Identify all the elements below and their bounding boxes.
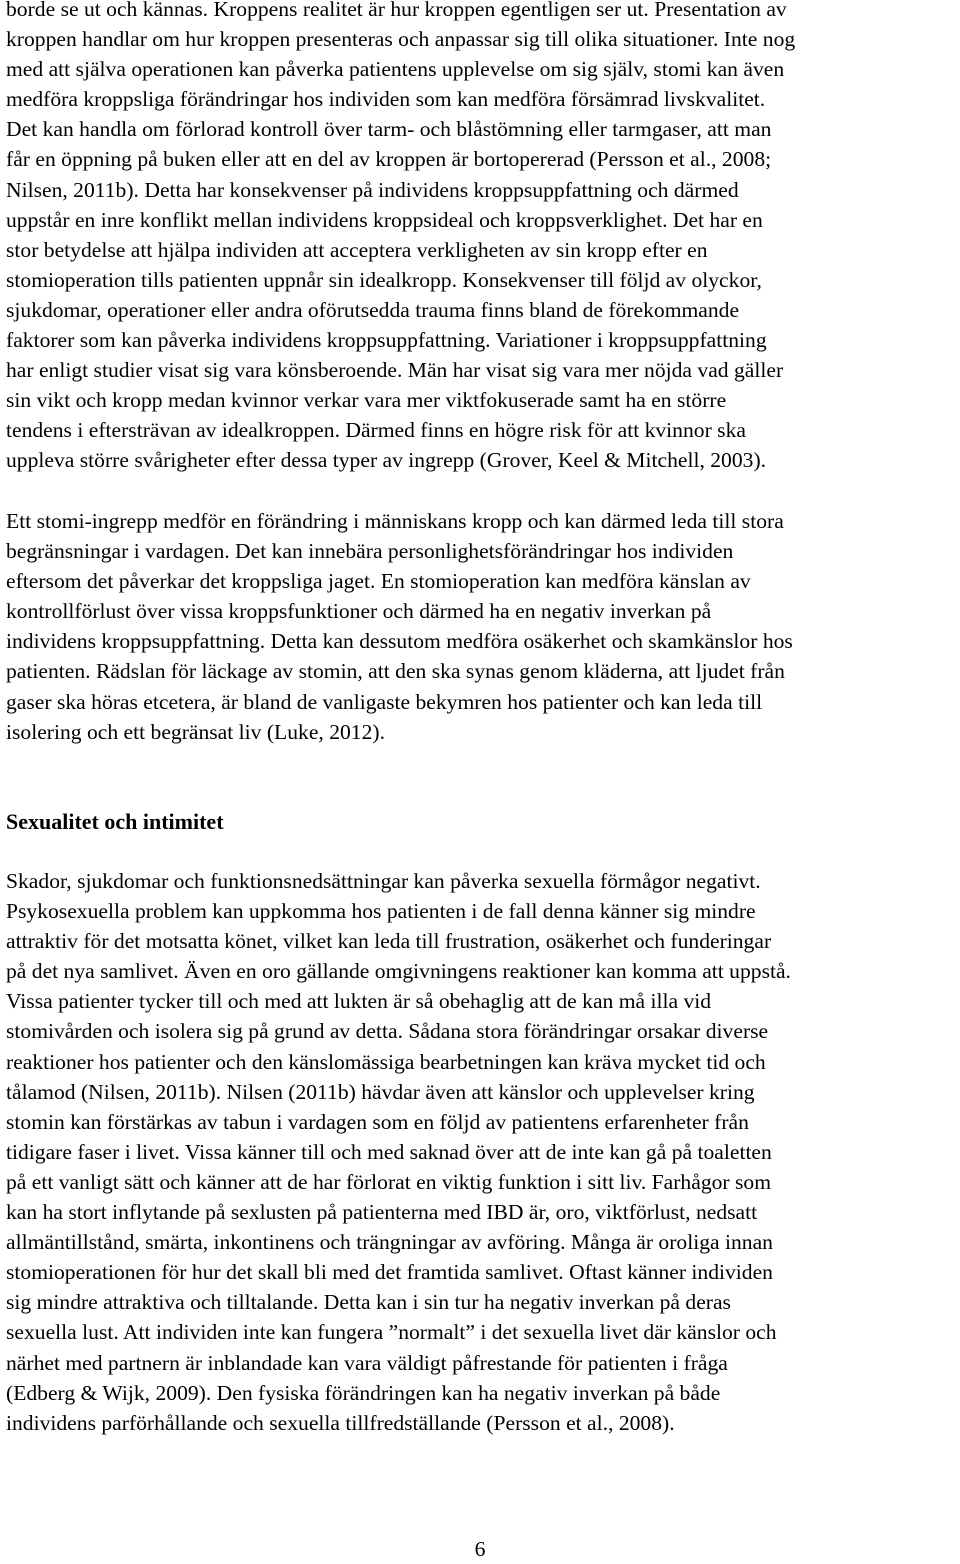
text-line: närhet med partnern är inblandade kan vara väldigt påfrestande för patienten i fråga: [6, 1350, 728, 1375]
text-line: gaser ska höras etcetera, är bland de vanligaste bekymren hos patienter och kan leda till: [6, 689, 763, 714]
text-line: attraktiv för det motsatta könet, vilket kan leda till frustration, osäkerhet och funderingar: [6, 929, 772, 954]
text-line: medföra kroppsliga förändringar hos individen som kan medföra försämrad livskvalitet.: [6, 87, 766, 112]
text-line: reaktioner hos patienter och den känslomässiga bearbetningen kan kräva mycket tid och: [6, 1049, 766, 1074]
text-line: uppstår en inre konflikt mellan individens kroppsideal och kroppsverklighet. Det har en: [6, 207, 763, 232]
text-line: Vissa patienter tycker till och med att lukten är så obehaglig att de kan må illa vid: [6, 989, 712, 1014]
body-paragraph-body-image: [6, 0, 956, 476]
text-line: kroppen handlar om hur kroppen presenteras och anpassar sig till olika situationer. Inte nog: [6, 27, 796, 52]
text-line: stomin kan förstärkas av tabun i vardagen som en följd av patientens erfarenheter från: [6, 1109, 749, 1134]
body-paragraph-stoma-intervention: [6, 506, 956, 747]
body-paragraph-sexuality: [6, 866, 956, 1438]
text-line: på det nya samlivet. Även en oro gällande omgivningens reaktioner kan komma att uppstå.: [6, 959, 791, 984]
text-line: (Edberg & Wijk, 2009). Den fysiska förändringen kan ha negativ inverkan på både: [6, 1380, 721, 1405]
text-line: uppleva större svårigheter efter dessa typer av ingrepp (Grover, Keel & Mitchell, 2003).: [6, 448, 767, 473]
text-line: får en öppning på buken eller att en del av kroppen är bortopererad (Persson et al., 2008;: [6, 147, 772, 172]
text-line: har enligt studier visat sig vara könsberoende. Män har visat sig vara mer nöjda vad gäller: [6, 358, 784, 383]
text-line: tålamod (Nilsen, 2011b). Nilsen (2011b) hävdar även att känslor och upplevelser kring: [6, 1079, 755, 1104]
text-line: borde se ut och kännas. Kroppens realitet är hur kroppen egentligen ser ut. Presentation av: [6, 0, 787, 21]
text-line: tendens i eftersträvan av idealkroppen. Därmed finns en högre risk för att kvinnor ska: [6, 418, 746, 443]
text-line: isolering och ett begränsat liv (Luke, 2012).: [6, 719, 385, 744]
text-line: allmäntillstånd, smärta, inkontinens och trängningar av avföring. Många är oroliga innan: [6, 1230, 773, 1255]
text-line: stomivården och isolera sig på grund av detta. Sådana stora förändringar orsakar diverse: [6, 1019, 769, 1044]
text-line: eftersom det påverkar det kroppsliga jaget. En stomioperation kan medföra känslan av: [6, 569, 751, 594]
text-line: individens parförhållande och sexuella tillfredställande (Persson et al., 2008).: [6, 1410, 675, 1435]
text-line: sexuella lust. Att individen inte kan fungera ”normalt” i det sexuella livet där känslor och: [6, 1320, 777, 1345]
text-line: patienten. Rädslan för läckage av stomin, att den ska synas genom kläderna, att ljudet från: [6, 659, 785, 684]
text-line: Det kan handla om förlorad kontroll över tarm- och blåstömning eller tarmgaser, att man: [6, 117, 772, 142]
text-line: stomioperationen för hur det skall bli med det framtida samlivet. Oftast känner individen: [6, 1260, 773, 1285]
text-line: stor betydelse att hjälpa individen att acceptera verkligheten av sin kropp efter en: [6, 237, 708, 262]
section-heading: Sexualitet och intimitet: [6, 809, 224, 834]
text-line: kan ha stort inflytande på sexlusten på patienterna med IBD är, oro, viktförlust, nedsatt: [6, 1200, 758, 1225]
text-line: tidigare faser i livet. Vissa känner till och med saknad över att de inte kan gå på toaletten: [6, 1139, 772, 1164]
text-line: Skador, sjukdomar och funktionsnedsättningar kan påverka sexuella förmågor negativt.: [6, 869, 761, 893]
text-line: Psykosexuella problem kan uppkomma hos patienten i de fall denna känner sig mindre: [6, 899, 756, 924]
text-line: sjukdomar, operationer eller andra oförutsedda trauma finns bland de förekommande: [6, 297, 740, 322]
text-line: sig mindre attraktiva och tilltalande. Detta kan i sin tur ha negativ inverkan på deras: [6, 1290, 731, 1315]
text-line: kontrollförlust över vissa kroppsfunktioner och därmed ha en negativ inverkan på: [6, 599, 712, 624]
text-line: begränsningar i vardagen. Det kan innebära personlighetsförändringar hos individen: [6, 539, 734, 564]
text-line: sin vikt och kropp medan kvinnor verkar vara mer viktfokuserade samt ha en större: [6, 388, 727, 413]
text-line: stomioperation tills patienten uppnår sin idealkropp. Konsekvenser till följd av olyckor,: [6, 267, 762, 292]
page-number: 6: [474, 1537, 486, 1561]
text-line: på ett vanligt sätt och känner att de har förlorat en viktig funktion i sitt liv. Farhågor som: [6, 1169, 771, 1194]
text-line: faktorer som kan påverka individens kroppsuppfattning. Variationer i kroppsuppfattning: [6, 328, 767, 353]
text-line: Ett stomi-ingrepp medför en förändring i människans kropp och kan därmed leda till stora: [6, 509, 784, 533]
text-line: med att själva operationen kan påverka patientens upplevelse om sig själv, stomi kan även: [6, 57, 785, 82]
text-line: Nilsen, 2011b). Detta har konsekvenser på individens kroppsuppfattning och därmed: [6, 177, 739, 202]
text-line: individens kroppsuppfattning. Detta kan dessutom medföra osäkerhet och skamkänslor hos: [6, 629, 793, 654]
